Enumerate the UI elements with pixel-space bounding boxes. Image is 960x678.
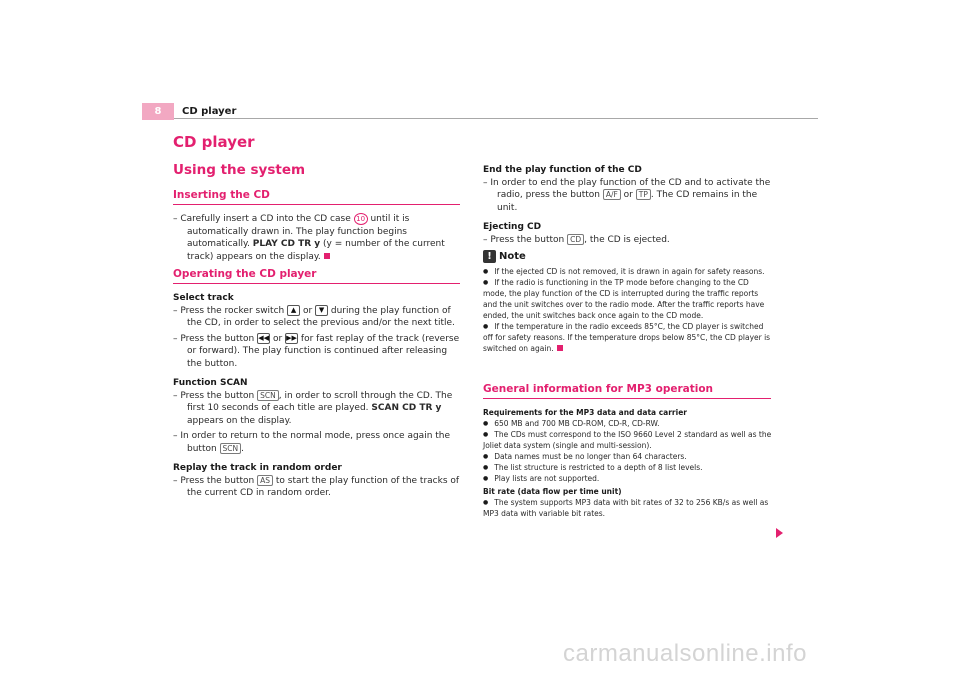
scan-return-instruction: – In order to return to the normal mode, press once again the button SCN . (173, 430, 463, 455)
fast-forward-icon: ▶▶ (286, 333, 297, 342)
inserting-block (173, 213, 463, 263)
rocker-switch-instruction: – Press the rocker switch ▲ or ▼ during the play function of the CD, in order to select the previous and/or the next title. (173, 305, 463, 330)
note-label: Note (499, 250, 526, 262)
note-header (483, 250, 773, 263)
scan-title: Function SCAN (173, 378, 248, 388)
heading-inserting-cd: Inserting the CD (173, 189, 460, 205)
running-header-title: CD player (182, 106, 237, 117)
random-instruction: – Press the button AS to start the play function of the tracks of the current CD in random order. (173, 475, 463, 500)
section-title: Using the system (173, 162, 306, 178)
as-key: AS (257, 475, 273, 486)
display-text: PLAY CD TR y (252, 239, 321, 249)
eject-title: Ejecting CD (483, 222, 542, 232)
mp3-block (483, 407, 773, 519)
operating-block (173, 292, 463, 500)
end-mark-icon (324, 253, 330, 259)
eject-instruction: – Press the button CD , the CD is ejected. (483, 234, 773, 247)
heading-mp3-info: General information for MP3 operation (483, 383, 771, 399)
mp3-requirement: ● Data names must be no longer than 64 characters. (483, 451, 773, 462)
bitrate-title: Bit rate (data flow per time unit) (483, 487, 622, 496)
note-item: ● If the temperature in the radio exceeds 85°C, the CD player is switched off for safety reasons. If the temperature drops below 85°C, the CD player is switched on again. (483, 321, 773, 354)
heading-operating-cd: Operating the CD player (173, 268, 460, 284)
scn-key-return: SCN (220, 443, 242, 454)
note-item: ● If the ejected CD is not removed, it is drawn in again for safety reasons. (483, 266, 773, 277)
seek-instruction: – Press the button ◀◀ or ▶▶ for fast replay of the track (reverse or forward). The play function is continued after releasing the button. (173, 333, 463, 371)
mp3-requirements-title: Requirements for the MP3 data and data carrier (483, 408, 687, 417)
note-list (483, 266, 773, 354)
callout-number: 10 (354, 213, 368, 225)
rewind-icon: ◀◀ (258, 333, 269, 342)
mp3-requirement: ● 650 MB and 700 MB CD-ROM, CD-R, CD-RW. (483, 418, 773, 429)
mp3-requirement: ● Play lists are not supported. (483, 473, 773, 484)
down-arrow-icon: ▼ (315, 305, 328, 316)
next-page-arrow-icon[interactable] (776, 528, 783, 538)
scan-display-text: SCAN CD TR y (371, 403, 442, 413)
page-number: 8 (142, 103, 174, 120)
header-divider (174, 118, 818, 119)
bitrate-item: ● The system supports MP3 data with bit rates of 32 to 256 KB/s as well as MP3 data with variable bit rates. (483, 497, 773, 519)
mp3-requirement: ● The list structure is restricted to a depth of 8 list levels. (483, 462, 773, 473)
end-play-title: End the play function of the CD (483, 165, 642, 175)
end-play-instruction: – In order to end the play function of the CD and to activate the radio, press the button A/F or TP . The CD remains in the unit. (483, 177, 773, 215)
scan-instruction: – Press the button SCN , in order to scroll through the CD. The first 10 seconds of each title are played. SCAN CD TR y appears on the display. (173, 390, 463, 428)
af-key: A/F (603, 189, 621, 200)
up-arrow-icon: ▲ (287, 305, 300, 316)
mp3-requirement: ● The CDs must correspond to the ISO 9660 Level 2 standard as well as the Joliet data system (single and multi-session). (483, 429, 773, 451)
random-title: Replay the track in random order (173, 463, 342, 473)
end-mark-icon (557, 345, 563, 351)
scn-key: SCN (257, 390, 279, 401)
note-icon: ! (483, 250, 496, 263)
right-column-top (483, 164, 773, 354)
inserting-instruction: – Carefully insert a CD into the CD case 10 until it is automatically drawn in. The play function begins automatically. PLAY CD TR y (y = number of the current track) appears on the display. (173, 213, 463, 263)
tp-key: TP (636, 189, 651, 200)
chapter-title: CD player (173, 133, 255, 151)
watermark: carmanualsonline.info (563, 640, 807, 667)
cd-key: CD (567, 234, 584, 245)
select-track-title: Select track (173, 293, 234, 303)
note-item: ● If the radio is functioning in the TP mode before changing to the CD mode, the play function of the CD is interrupted during the traffic reports and the unit switches over to the radio mode. After the traffic reports have ended, the unit switches back once again to the CD mode. (483, 277, 773, 321)
